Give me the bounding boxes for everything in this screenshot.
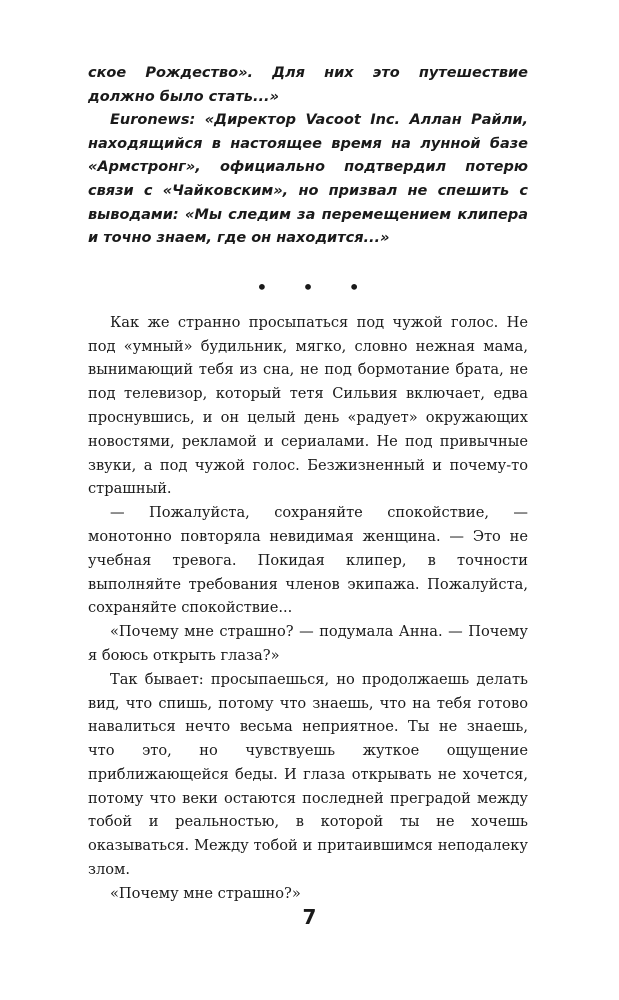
paragraph: Так бывает: просыпаешься, но продолжаешь делать вид, что спишь, потому что знаешь, что на тебя готово навалиться нечто весьма неприятное. Ты не знаешь, что это, но чувствуешь жуткое ощущение приближающейся беды. И глаза открывать не хочется, потому что веки остаются последней преградой между тобой и реальностью, в которой ты не хочешь оказываться. Между тобой и притаившимся неподалеку злом. [88,670,528,879]
chapter-body [88,311,528,906]
epigraph [88,62,528,251]
epigraph-quote-text: : «Директор Vacoot Inc. Аллан Райли, находящийся в настоящее время на лунной базе «Армстронг», официально подтвердил потерю связи с «Чайковским», но призвал не спешить с выводами: «Мы следим за перемещением клипера и точно знаем, где он находится...» [88,112,528,247]
page-number: 7 [302,905,317,929]
epigraph-continuation: ское Рождество». Для них это путешествие должно было стать...» [88,65,528,105]
section-divider: • • • [255,274,375,299]
paragraph: «Почему мне страшно? — подумала Анна. — Почему я боюсь открыть глаза?» [88,623,528,664]
paragraph: — Пожалуйста, сохраняйте спокойствие, — монотонно повторяла невидимая женщина. — Это не учебная тревога. Покидая клипер, в точности выполняйте требования членов экипажа. Пожалуйста, сохраняйте спокойствие... [88,504,528,617]
epigraph-source: Euronews [110,112,190,129]
epigraph-euronews-quote [88,109,528,251]
paragraph: Как же странно просыпаться под чужой голос. Не под «умный» будильник, мягко, словно нежная мама, вынимающий тебя из сна, не под бормотание брата, не под телевизор, который тетя Сильвия включает, едва проснувшись, и он целый день «радует» окружающих новостями, рекламой и сериалами. Не под привычные звуки, а под чужой голос. Безжизненный и почему-то страшный. [88,313,528,498]
paragraph: «Почему мне страшно?» [110,884,301,902]
page-content [88,62,528,906]
